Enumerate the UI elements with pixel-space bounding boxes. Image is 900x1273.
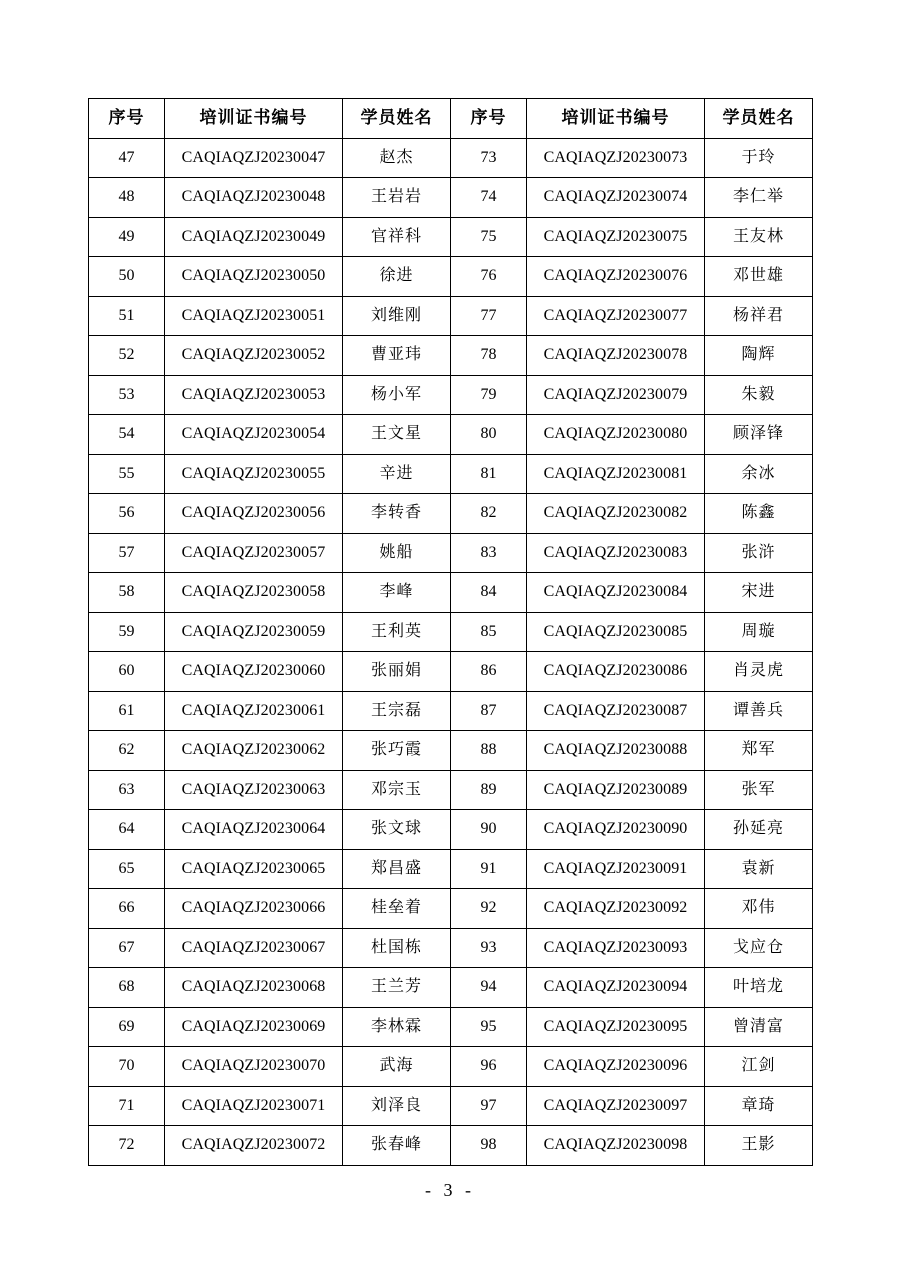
table-row <box>89 533 813 573</box>
table-row <box>89 1047 813 1087</box>
cell-certificate-left: CAQIAQZJ20230054 <box>165 415 343 455</box>
cell-name-left: 姚船 <box>343 533 451 573</box>
cell-certificate-right: CAQIAQZJ20230094 <box>527 968 705 1008</box>
cell-certificate-left: CAQIAQZJ20230049 <box>165 217 343 257</box>
cell-name-right: 曾清富 <box>705 1007 813 1047</box>
cell-index-left: 68 <box>89 968 165 1008</box>
cell-name-left: 张春峰 <box>343 1126 451 1166</box>
cell-certificate-right: CAQIAQZJ20230075 <box>527 217 705 257</box>
cell-name-left: 李转香 <box>343 494 451 534</box>
cell-name-right: 章琦 <box>705 1086 813 1126</box>
cell-index-right: 91 <box>451 849 527 889</box>
cell-certificate-right: CAQIAQZJ20230095 <box>527 1007 705 1047</box>
cell-index-left: 58 <box>89 573 165 613</box>
cell-name-right: 陶辉 <box>705 336 813 376</box>
cell-name-right: 于玲 <box>705 138 813 178</box>
cell-certificate-right: CAQIAQZJ20230073 <box>527 138 705 178</box>
cell-index-right: 79 <box>451 375 527 415</box>
cell-index-right: 94 <box>451 968 527 1008</box>
cell-certificate-left: CAQIAQZJ20230051 <box>165 296 343 336</box>
cell-index-right: 80 <box>451 415 527 455</box>
cell-name-right: 王影 <box>705 1126 813 1166</box>
cell-index-right: 90 <box>451 810 527 850</box>
cell-name-right: 邓伟 <box>705 889 813 929</box>
cell-index-right: 97 <box>451 1086 527 1126</box>
cell-certificate-right: CAQIAQZJ20230080 <box>527 415 705 455</box>
table-row <box>89 217 813 257</box>
cell-name-right: 王友林 <box>705 217 813 257</box>
cell-certificate-left: CAQIAQZJ20230052 <box>165 336 343 376</box>
cell-index-left: 65 <box>89 849 165 889</box>
table-header <box>89 99 813 139</box>
cell-name-right: 杨祥君 <box>705 296 813 336</box>
cell-index-right: 82 <box>451 494 527 534</box>
cell-name-right: 朱毅 <box>705 375 813 415</box>
cell-certificate-right: CAQIAQZJ20230074 <box>527 178 705 218</box>
cell-index-left: 66 <box>89 889 165 929</box>
cell-certificate-right: CAQIAQZJ20230098 <box>527 1126 705 1166</box>
certificate-table <box>88 98 813 1166</box>
cell-name-left: 李林霖 <box>343 1007 451 1047</box>
cell-index-right: 76 <box>451 257 527 297</box>
cell-name-left: 杜国栋 <box>343 928 451 968</box>
cell-index-right: 92 <box>451 889 527 929</box>
cell-index-right: 86 <box>451 652 527 692</box>
cell-certificate-right: CAQIAQZJ20230083 <box>527 533 705 573</box>
cell-name-right: 叶培龙 <box>705 968 813 1008</box>
cell-certificate-left: CAQIAQZJ20230057 <box>165 533 343 573</box>
cell-certificate-right: CAQIAQZJ20230081 <box>527 454 705 494</box>
cell-certificate-right: CAQIAQZJ20230077 <box>527 296 705 336</box>
cell-name-right: 宋进 <box>705 573 813 613</box>
cell-certificate-left: CAQIAQZJ20230070 <box>165 1047 343 1087</box>
cell-certificate-left: CAQIAQZJ20230069 <box>165 1007 343 1047</box>
cell-certificate-right: CAQIAQZJ20230079 <box>527 375 705 415</box>
cell-certificate-left: CAQIAQZJ20230071 <box>165 1086 343 1126</box>
cell-certificate-right: CAQIAQZJ20230097 <box>527 1086 705 1126</box>
cell-index-right: 81 <box>451 454 527 494</box>
cell-name-right: 陈鑫 <box>705 494 813 534</box>
cell-name-left: 张丽娟 <box>343 652 451 692</box>
cell-name-left: 王岩岩 <box>343 178 451 218</box>
cell-certificate-right: CAQIAQZJ20230087 <box>527 691 705 731</box>
cell-index-left: 60 <box>89 652 165 692</box>
table-row <box>89 454 813 494</box>
cell-index-left: 53 <box>89 375 165 415</box>
cell-certificate-right: CAQIAQZJ20230092 <box>527 889 705 929</box>
table-row <box>89 1086 813 1126</box>
cell-name-right: 戈应仓 <box>705 928 813 968</box>
cell-certificate-left: CAQIAQZJ20230050 <box>165 257 343 297</box>
table-row <box>89 612 813 652</box>
table-header-row <box>89 99 813 139</box>
cell-certificate-left: CAQIAQZJ20230053 <box>165 375 343 415</box>
table-row <box>89 889 813 929</box>
cell-certificate-right: CAQIAQZJ20230096 <box>527 1047 705 1087</box>
cell-name-left: 辛进 <box>343 454 451 494</box>
cell-name-left: 郑昌盛 <box>343 849 451 889</box>
cell-index-right: 95 <box>451 1007 527 1047</box>
cell-name-right: 肖灵虎 <box>705 652 813 692</box>
cell-name-left: 赵杰 <box>343 138 451 178</box>
cell-name-left: 王文星 <box>343 415 451 455</box>
cell-name-right: 江剑 <box>705 1047 813 1087</box>
cell-certificate-left: CAQIAQZJ20230055 <box>165 454 343 494</box>
cell-index-right: 73 <box>451 138 527 178</box>
cell-name-left: 王利英 <box>343 612 451 652</box>
cell-name-left: 王宗磊 <box>343 691 451 731</box>
cell-certificate-right: CAQIAQZJ20230076 <box>527 257 705 297</box>
column-header-index-left: 序号 <box>89 99 165 139</box>
cell-name-right: 郑军 <box>705 731 813 771</box>
table-row <box>89 770 813 810</box>
cell-certificate-left: CAQIAQZJ20230059 <box>165 612 343 652</box>
cell-name-left: 武海 <box>343 1047 451 1087</box>
cell-index-left: 55 <box>89 454 165 494</box>
cell-certificate-left: CAQIAQZJ20230062 <box>165 731 343 771</box>
cell-certificate-left: CAQIAQZJ20230066 <box>165 889 343 929</box>
cell-index-left: 52 <box>89 336 165 376</box>
cell-certificate-left: CAQIAQZJ20230056 <box>165 494 343 534</box>
cell-index-right: 77 <box>451 296 527 336</box>
cell-index-left: 70 <box>89 1047 165 1087</box>
cell-name-left: 刘维刚 <box>343 296 451 336</box>
cell-index-left: 48 <box>89 178 165 218</box>
cell-index-left: 71 <box>89 1086 165 1126</box>
cell-index-left: 62 <box>89 731 165 771</box>
cell-name-right: 张浒 <box>705 533 813 573</box>
table-row <box>89 928 813 968</box>
cell-name-left: 张文球 <box>343 810 451 850</box>
cell-certificate-right: CAQIAQZJ20230085 <box>527 612 705 652</box>
cell-certificate-right: CAQIAQZJ20230090 <box>527 810 705 850</box>
cell-name-left: 刘泽良 <box>343 1086 451 1126</box>
cell-certificate-left: CAQIAQZJ20230072 <box>165 1126 343 1166</box>
table-row <box>89 968 813 1008</box>
cell-certificate-left: CAQIAQZJ20230064 <box>165 810 343 850</box>
cell-name-left: 张巧霞 <box>343 731 451 771</box>
cell-name-right: 余冰 <box>705 454 813 494</box>
cell-name-right: 李仁举 <box>705 178 813 218</box>
table-row <box>89 296 813 336</box>
table-row <box>89 1126 813 1166</box>
cell-certificate-left: CAQIAQZJ20230061 <box>165 691 343 731</box>
cell-index-left: 49 <box>89 217 165 257</box>
table-row <box>89 178 813 218</box>
table-row <box>89 1007 813 1047</box>
cell-name-right: 邓世雄 <box>705 257 813 297</box>
cell-certificate-right: CAQIAQZJ20230082 <box>527 494 705 534</box>
table-row <box>89 731 813 771</box>
cell-certificate-left: CAQIAQZJ20230060 <box>165 652 343 692</box>
cell-index-right: 78 <box>451 336 527 376</box>
cell-name-left: 邓宗玉 <box>343 770 451 810</box>
column-header-name-left: 学员姓名 <box>343 99 451 139</box>
cell-certificate-left: CAQIAQZJ20230065 <box>165 849 343 889</box>
table-row <box>89 691 813 731</box>
cell-certificate-left: CAQIAQZJ20230048 <box>165 178 343 218</box>
cell-index-left: 63 <box>89 770 165 810</box>
cell-index-left: 69 <box>89 1007 165 1047</box>
column-header-certificate-left: 培训证书编号 <box>165 99 343 139</box>
cell-name-right: 顾泽锋 <box>705 415 813 455</box>
cell-certificate-left: CAQIAQZJ20230058 <box>165 573 343 613</box>
column-header-index-right: 序号 <box>451 99 527 139</box>
cell-index-right: 87 <box>451 691 527 731</box>
cell-index-right: 98 <box>451 1126 527 1166</box>
cell-index-left: 50 <box>89 257 165 297</box>
cell-index-right: 85 <box>451 612 527 652</box>
cell-certificate-right: CAQIAQZJ20230086 <box>527 652 705 692</box>
table-row <box>89 652 813 692</box>
cell-index-left: 47 <box>89 138 165 178</box>
cell-certificate-right: CAQIAQZJ20230088 <box>527 731 705 771</box>
cell-certificate-left: CAQIAQZJ20230047 <box>165 138 343 178</box>
cell-index-left: 56 <box>89 494 165 534</box>
cell-certificate-left: CAQIAQZJ20230068 <box>165 968 343 1008</box>
cell-index-right: 75 <box>451 217 527 257</box>
cell-index-right: 93 <box>451 928 527 968</box>
table-row <box>89 849 813 889</box>
cell-certificate-right: CAQIAQZJ20230084 <box>527 573 705 613</box>
column-header-certificate-right: 培训证书编号 <box>527 99 705 139</box>
cell-index-left: 57 <box>89 533 165 573</box>
cell-index-left: 72 <box>89 1126 165 1166</box>
cell-name-left: 曹亚玮 <box>343 336 451 376</box>
table-row <box>89 257 813 297</box>
cell-certificate-right: CAQIAQZJ20230091 <box>527 849 705 889</box>
cell-index-right: 84 <box>451 573 527 613</box>
cell-certificate-right: CAQIAQZJ20230093 <box>527 928 705 968</box>
cell-name-left: 杨小军 <box>343 375 451 415</box>
cell-certificate-right: CAQIAQZJ20230078 <box>527 336 705 376</box>
cell-name-right: 周璇 <box>705 612 813 652</box>
cell-name-left: 徐进 <box>343 257 451 297</box>
cell-certificate-right: CAQIAQZJ20230089 <box>527 770 705 810</box>
cell-index-right: 89 <box>451 770 527 810</box>
cell-name-left: 官祥科 <box>343 217 451 257</box>
cell-index-left: 61 <box>89 691 165 731</box>
cell-index-left: 67 <box>89 928 165 968</box>
cell-certificate-left: CAQIAQZJ20230067 <box>165 928 343 968</box>
cell-index-right: 96 <box>451 1047 527 1087</box>
cell-index-left: 64 <box>89 810 165 850</box>
table-row <box>89 494 813 534</box>
table-row <box>89 415 813 455</box>
cell-certificate-left: CAQIAQZJ20230063 <box>165 770 343 810</box>
cell-name-right: 谭善兵 <box>705 691 813 731</box>
table-row <box>89 336 813 376</box>
cell-name-left: 李峰 <box>343 573 451 613</box>
page-number: - 3 - <box>425 1180 475 1200</box>
column-header-name-right: 学员姓名 <box>705 99 813 139</box>
table-row <box>89 138 813 178</box>
cell-index-left: 59 <box>89 612 165 652</box>
table-row <box>89 810 813 850</box>
cell-name-left: 王兰芳 <box>343 968 451 1008</box>
cell-name-left: 桂垒着 <box>343 889 451 929</box>
cell-name-right: 袁新 <box>705 849 813 889</box>
cell-index-right: 74 <box>451 178 527 218</box>
table-body <box>89 138 813 1165</box>
cell-index-right: 83 <box>451 533 527 573</box>
cell-index-right: 88 <box>451 731 527 771</box>
cell-index-left: 54 <box>89 415 165 455</box>
table-row <box>89 375 813 415</box>
table-row <box>89 573 813 613</box>
cell-name-right: 孙延亮 <box>705 810 813 850</box>
cell-index-left: 51 <box>89 296 165 336</box>
cell-name-right: 张军 <box>705 770 813 810</box>
